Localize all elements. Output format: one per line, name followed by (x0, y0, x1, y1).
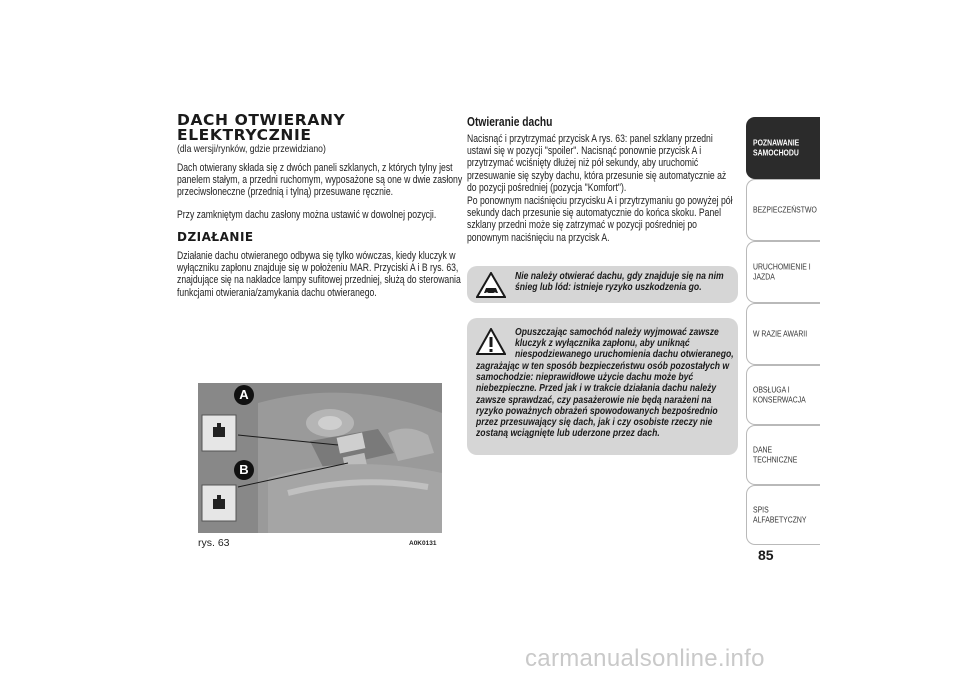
car-caution-icon (476, 272, 506, 298)
watermark: carmanualsonline.info (525, 645, 765, 672)
figure-label-b: B (239, 462, 249, 477)
operation-heading: DZIAŁANIE (177, 230, 254, 244)
danger-text-2: zagrażając w ten sposób bezpieczeństwu osób pozostałych w samochodzie: nieprawidłowe użycie dachu może być niebezpieczne. Przed jak i w trakcie działania dachu należy zawsze sprawdzać, czy pasażerowie nie będą narażeni na ryzyko poważnych obrażeń spowodowanych bezpośrednio przez przesuwający się dach, jak i czy osobiste rzeczy nie zostaną wciągnięte lub uderzone przez dach. (476, 360, 730, 440)
tab-spis-alfabetyczny[interactable]: SPIS ALFABETYCZNY (746, 485, 820, 545)
section-title: DACH OTWIERANY ELEKTRYCZNIE (177, 111, 346, 144)
opening-paragraph-1: Nacisnąć i przytrzymać przycisk A rys. 63: panel szklany przedni ustawi się w pozycji "spoiler". Nacisnąć ponownie przycisk A i przytrzymać wciśnięty dłużej niż pół sekundy, aby uruchomić przesuwanie się szyby dachu, która przesunie się automatycznie aż do pozycji pośredniej (pozycja "Komfort"). (467, 133, 727, 194)
closed-note-paragraph: Przy zamkniętym dachu zasłony można ustawić w dowolnej pozycji. (177, 209, 437, 221)
tab-poznawanie-samochodu[interactable]: POZNAWANIE SAMOCHODU (746, 117, 820, 179)
caution-text: Nie należy otwierać dachu, gdy znajduje się na nim śnieg lub lód: istnieje ryzyko uszkodzenia go. (515, 270, 724, 294)
roof-control-figure (198, 383, 442, 533)
tab-uruchomienie-i-jazda[interactable]: URUCHOMIENIE I JAZDA (746, 241, 820, 303)
section-subtitle: (dla wersji/rynków, gdzie przewidziano) (177, 143, 326, 155)
page-number: 85 (758, 547, 774, 563)
danger-text-1: Opuszczając samochód należy wyjmować zawsze kluczyk z wyłącznika zapłonu, aby uniknąć niespodziewanego uruchomienia dachu otwieranego, (515, 326, 734, 361)
tab-obsluga-i-konserwacja[interactable]: OBSŁUGA I KONSERWACJA (746, 365, 820, 425)
tab-dane-techniczne[interactable]: DANE TECHNICZNE (746, 425, 820, 485)
opening-heading: Otwieranie dachu (467, 115, 553, 129)
tab-bezpieczenstwo[interactable]: BEZPIECZEŃSTWO (746, 179, 820, 241)
figure-caption: rys. 63 (198, 537, 230, 549)
figure-code: A0K0131 (409, 540, 437, 547)
tab-w-razie-awarii[interactable]: W RAZIE AWARII (746, 303, 820, 365)
warning-triangle-icon (476, 328, 506, 355)
roof-control-illustration (198, 383, 442, 533)
figure-label-a: A (239, 387, 249, 402)
intro-paragraph: Dach otwierany składa się z dwóch paneli szklanych, z których tylny jest panelem stałym, a przedni ruchomym, wyposażone są one w dwie zasłony przeciwsłoneczne (przednią i tylną) przesuwane ręcznie. (177, 162, 463, 199)
opening-paragraph-2: Po ponownym naciśnięciu przycisku A i przytrzymaniu go powyżej pół sekundy dach przesunie się automatycznie do końca skoku. Panel szklany przedni może się zatrzymać w pozycji pośredniej po ponownym naciśnięciu na przycisk A. (467, 195, 733, 244)
operation-paragraph: Działanie dachu otwieranego odbywa się tylko wówczas, kiedy kluczyk w wyłączniku zapłonu znajduje się w położeniu MAR. Przyciski A i B rys. 63, znajdujące się na nakładce lampy sufitowej przedniej, służą do sterowania funkcjami otwierania/zamykania dachu otwieranego. (177, 250, 461, 299)
